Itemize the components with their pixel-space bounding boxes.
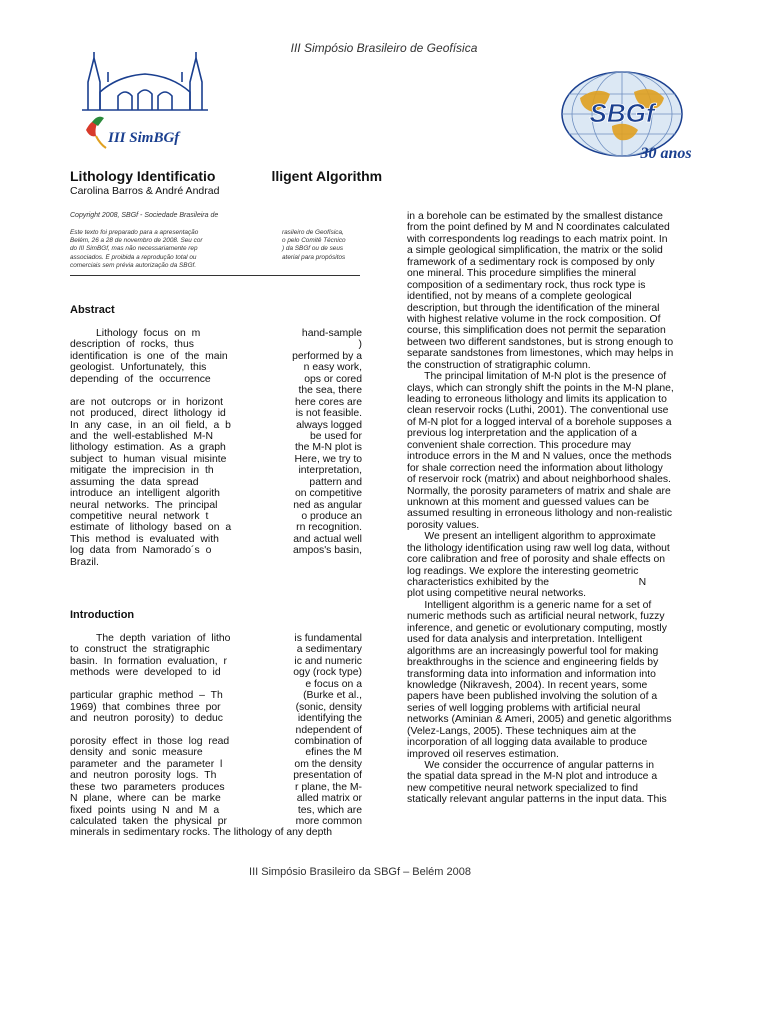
text-line: the lithology identification using raw well log data, without (407, 542, 670, 554)
text-line-right: the sea, there (298, 385, 362, 397)
text-line (70, 431, 362, 442)
notice-line-left: associados. É proibida a reprodução total ou (70, 253, 197, 261)
notice-line (70, 229, 360, 237)
text-line (70, 534, 362, 545)
text-line-right: alled matrix or (296, 793, 362, 805)
text-line: from the point defined by M and N coordinates calculated (407, 222, 670, 234)
text-line (70, 633, 362, 644)
text-line-right: pattern and (309, 476, 362, 488)
text-line-right: combination of (294, 735, 362, 747)
text-line-left: description of rocks, thus (70, 339, 194, 351)
text-line-right: and actual well (293, 533, 362, 545)
text-line-left: and neutron porosity) to deduc (70, 713, 223, 725)
text-line: series of well logging problems with artificial neural (407, 702, 641, 714)
text-line-left: to construct the stratigraphic (70, 644, 210, 656)
text-line-right: be used for (310, 430, 362, 442)
notice-line-left: comerciais sem prévia autorização da SBGf. (70, 261, 197, 269)
notice-line-left: Belém, 26 a 28 de novembro de 2008. Seu cor (70, 237, 203, 245)
text-line: Intelligent algorithm is a generic name for a set of (407, 599, 652, 611)
text-line: in a borehole can be estimated by the smallest distance (407, 211, 663, 222)
sbgf-logo-graphic (556, 68, 694, 168)
text-line: The principal limitation of M-N plot is the presence of (407, 371, 667, 383)
text-line-right: ned as angular (293, 499, 362, 511)
text-line-left: fixed points using N and M a (70, 804, 220, 816)
text-line: used for data analysis and interpretation. Intelligent (407, 634, 643, 646)
notice-line-right: ) da SBGf ou de seus (282, 245, 344, 253)
text-line: one mineral. This procedure simplifies the mineral (407, 268, 637, 280)
text-line-left: geologist. Unfortunately, this (70, 362, 207, 374)
text-line-right: (Burke et al., (303, 690, 362, 702)
text-line-right: more common (295, 816, 362, 827)
text-line: identified, not by means of a complete geological (407, 291, 632, 303)
text-line (70, 339, 362, 350)
text-line-left: assuming the data spread (70, 476, 199, 488)
introduction-body (70, 633, 362, 839)
text-line: (Velez-Langs, 2005). These techniques aim at the (407, 725, 637, 737)
text-line-right: efines the M (305, 747, 362, 759)
notice-line (70, 237, 360, 245)
notice-line-left: do III SimBGf, mas não necessariamente rep (70, 245, 198, 253)
text-line (70, 454, 362, 465)
text-line-right: on competitive (295, 488, 362, 500)
text-line (70, 713, 362, 724)
text-line: numeric methods such as artificial neural network, fuzzy (407, 611, 665, 623)
notice-line-right: rasileiro de Geofísica, (282, 229, 344, 236)
text-line: previous log interpretation and the application of a (407, 428, 637, 440)
notice-line (70, 262, 360, 270)
text-line-left: minerals in sedimentary rocks. The lithology of any depth (70, 827, 333, 839)
text-line-left: Lithology focus on m (96, 328, 201, 339)
text-line (70, 679, 362, 690)
text-line-left: identification is one of the main (70, 350, 228, 362)
page-header: III Simpósio Brasileiro de Geofísica (290, 41, 478, 55)
text-line (70, 420, 362, 431)
text-line (70, 500, 362, 511)
text-line: algorithms are an increasingly powerful tool for making (407, 645, 659, 657)
text-line (70, 656, 362, 667)
right-column-body (407, 211, 697, 806)
text-line: knowledge (Nikravesh, 2004). In recent years, some (407, 679, 648, 691)
text-line: framework of a sedimentary rock is composed by only (407, 256, 655, 268)
text-line-right: ogy (rock type) (293, 667, 362, 679)
text-line (70, 511, 362, 522)
text-line: of M-N plot for a logged interval of a borehole supposes a (407, 416, 672, 428)
text-line: new competitive neural network specialized to find (407, 782, 639, 794)
text-line (70, 827, 362, 838)
paper-title-left: Lithology Identificatio (70, 168, 216, 184)
text-line (70, 362, 362, 373)
text-line-left: these two parameters produces (70, 781, 225, 793)
text-line: description, but through the identification of the mineral (407, 302, 660, 314)
text-line-right: performed by a (292, 350, 362, 362)
text-line-left: not produced, direct lithology id (70, 408, 226, 420)
text-line-right: rn recognition. (296, 522, 362, 534)
text-line: convenient shale correction. This procedure may (407, 439, 631, 451)
text-line (70, 690, 362, 701)
text-line: leading to erroneous lithology and limits its application to (407, 394, 667, 405)
text-line (70, 477, 362, 488)
text-line-left: neural networks. The principal (70, 499, 218, 511)
sbgf-logo (556, 68, 694, 168)
text-line (70, 385, 362, 396)
text-line-left: The depth variation of litho (96, 633, 231, 644)
introduction-heading: Introduction (70, 609, 135, 621)
text-line: introduce errors in the M and N values, once the methods (407, 451, 672, 463)
sbgf-logo-text: SBGf (589, 98, 655, 128)
text-line-right: (sonic, density (295, 701, 362, 713)
text-line-left: and the well-established M-N (70, 430, 213, 442)
text-line: papers have been published involving the solution of a (407, 691, 658, 703)
text-line (70, 793, 362, 804)
notice-line (70, 254, 360, 262)
text-line-left: introduce an intelligent algorith (70, 488, 220, 500)
page-footer: III Simpósio Brasileiro da SBGf – Belém 2008 (249, 866, 471, 878)
text-line (70, 465, 362, 476)
text-line-left: basin. In formation evaluation, r (70, 655, 227, 667)
text-line: unknown at this moment and guessed values can be (407, 496, 650, 508)
text-line: the construction of stratigraphic column. (407, 359, 591, 371)
text-line-right: hand-sample (301, 328, 362, 339)
text-line: composition of a sedimentary rock, thus rock type is (407, 279, 646, 291)
simbgf-logo-graphic (78, 52, 212, 152)
text-line: of reservoir rock (matrix) and about neighborhood shales. (407, 474, 671, 486)
text-line-right: the M-N plot is (295, 442, 362, 454)
text-line: between two different sandstones, but is strong enough to (407, 336, 674, 348)
text-line-right: is not feasible. (295, 408, 362, 420)
text-line: with highest relative volume in the rock composition. Of (407, 313, 661, 325)
text-line: characteristics exhibited by the N (407, 577, 647, 588)
notice-line-left: Este texto foi preparado para a apresentação (70, 229, 199, 236)
text-line (70, 805, 362, 816)
text-line (70, 557, 362, 568)
text-line-right: r plane, the M- (295, 781, 362, 793)
text-line-left: In any case, in an oil field, a b (70, 419, 231, 431)
text-line-right: ampos's basin, (293, 545, 362, 557)
text-line (70, 442, 362, 453)
copyright-notice (70, 229, 360, 270)
text-line (70, 759, 362, 770)
text-line (70, 522, 362, 533)
text-line (70, 351, 362, 362)
text-line-right: ops or cored (304, 373, 362, 385)
text-line: We present an intelligent algorithm to approximate (407, 531, 656, 543)
text-line-right: presentation of (293, 770, 362, 782)
text-line-left: and neutron porosity logs. Th (70, 770, 217, 782)
text-line-left: density and sonic measure (70, 747, 203, 759)
text-line-right: identifying the (297, 713, 362, 725)
notice-line-right: aterial para propósitos (282, 253, 346, 261)
text-line (70, 545, 362, 556)
text-line: log readings. We explore the interesting geometric (407, 565, 639, 577)
text-line-right: n easy work, (303, 362, 362, 374)
text-line-right: interpretation, (298, 465, 362, 477)
text-line (70, 770, 362, 781)
text-line-right: is fundamental (294, 633, 362, 644)
text-line-left: subject to human visual misinte (70, 453, 227, 465)
text-line-left: This method is evaluated with (70, 533, 219, 545)
text-line: a simple geological simplification, the matrix or the solid (407, 245, 663, 257)
paper-title (70, 168, 382, 184)
text-line-left: methods were developed to id (70, 667, 221, 679)
text-line: the spatial data spread in the M-N plot and introduce a (407, 771, 658, 783)
paper-authors: Carolina Barros & André Andrad (70, 185, 220, 197)
text-line: with correspondents log readings to each matrix point. In (407, 233, 668, 245)
text-line-right: ) (358, 339, 362, 351)
text-line-right: e focus on a (305, 678, 362, 690)
text-line: inference, and genetic or evolutionary computing, mostly (407, 622, 667, 634)
text-line-left: lithology estimation. As a graph (70, 442, 226, 454)
text-line-left: porosity effect in those log read (70, 735, 230, 747)
text-line: breakthroughs in the science and engineering fields by (407, 657, 659, 669)
text-line (70, 782, 362, 793)
text-line-left: parameter and the parameter l (70, 758, 223, 770)
text-line: incorporation of all logging data available to produce (407, 737, 648, 749)
text-line (70, 488, 362, 499)
text-line-left: depending of the occurrence (70, 373, 211, 385)
text-line (70, 644, 362, 655)
text-line (70, 408, 362, 419)
text-line: separate sandstones from limestones, which may helps in (407, 348, 674, 360)
text-line (70, 397, 362, 408)
text-line-left: competitive neural network t (70, 511, 209, 522)
text-line-right: here cores are (295, 396, 362, 408)
text-line (70, 725, 362, 736)
text-line: improved oil reserves estimation. (407, 748, 559, 760)
text-line: for shale correction need the information about lithology (407, 462, 663, 474)
text-line (70, 374, 362, 385)
text-line: core calibration and free of porosity and shale effects on (407, 554, 666, 566)
text-line (70, 816, 362, 827)
text-line (70, 328, 362, 339)
text-line (70, 736, 362, 747)
text-line: plot using competitive neural networks. (407, 588, 587, 600)
simbgf-logo (78, 52, 212, 152)
notice-rule (70, 275, 360, 276)
text-line-left: mitigate the imprecision in th (70, 465, 214, 477)
text-line-left: particular graphic method – Th (70, 690, 223, 702)
text-line: assumed resulting in erroneous lithology and non-realistic (407, 508, 673, 520)
text-line-right: o produce an (301, 511, 362, 522)
sbgf-logo-subtext: 30 anos (640, 145, 692, 162)
simbgf-logo-text: III SimBGf (108, 130, 180, 146)
text-line: course, this simplification does not permit the separation (407, 325, 666, 337)
text-line-right: always logged (296, 419, 362, 431)
text-line-right: Here, we try to (294, 453, 362, 465)
text-line: statically relevant angular patterns in the input data. This (407, 794, 667, 806)
text-line (70, 747, 362, 758)
text-line-right: a sedimentary (296, 644, 362, 656)
text-line-left: calculated taken the physical pr (70, 816, 227, 827)
text-line: clays, which can strongly shift the points in the M-N plane, (407, 382, 674, 394)
text-line-left: log data from Namorado´s o (70, 545, 212, 557)
text-line-left: 1969) that combines three por (70, 701, 221, 713)
notice-line (70, 245, 360, 253)
paper-title-right: lligent Algorithm (271, 168, 383, 184)
text-line-right: om the density (294, 758, 362, 770)
text-line-right: ndependent of (295, 724, 362, 736)
text-line: transforming data into information and information into (407, 668, 656, 680)
text-line: clean reservoir rocks (Luthi, 2001). The conventional use (407, 405, 669, 417)
copyright-line: Copyright 2008, SBGf - Sociedade Brasileira de (70, 212, 219, 219)
abstract-body (70, 328, 362, 568)
text-line: porosity values. (407, 519, 480, 531)
text-line (70, 702, 362, 713)
text-line-right: tes, which are (297, 804, 362, 816)
text-line: networks (Aminian & Ameri, 2005) and genetic algorithms (407, 714, 672, 726)
text-line: We consider the occurrence of angular patterns in (407, 760, 655, 771)
text-line-right: ic and numeric (294, 655, 362, 667)
abstract-heading: Abstract (70, 304, 115, 316)
text-line: Normally, the porosity parameters of matrix and shale are (407, 485, 671, 497)
notice-line-right: o pelo Comitê Técnico (282, 237, 346, 245)
text-line-left: are not outcrops or in horizont (70, 396, 224, 408)
text-line-left: estimate of lithology based on a (70, 522, 232, 534)
text-line-left: N plane, where can be marke (70, 793, 221, 805)
text-line (70, 667, 362, 678)
text-line-left: Brazil. (70, 556, 99, 568)
